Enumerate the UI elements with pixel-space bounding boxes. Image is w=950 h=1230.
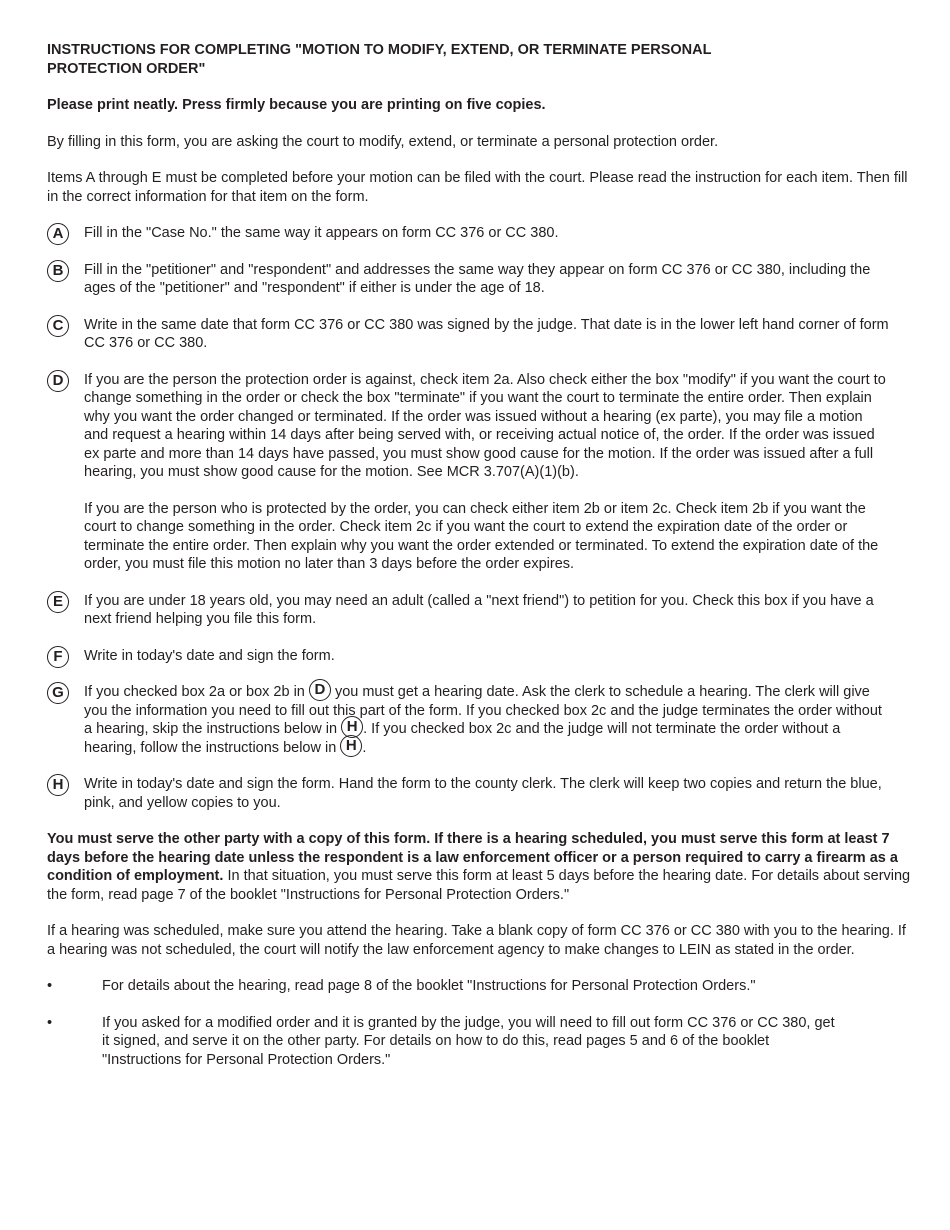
item-a xyxy=(47,224,913,243)
serve-paragraph xyxy=(47,830,913,904)
item-g-text-part-1: If you checked box 2a or box 2b in xyxy=(84,684,305,700)
serve-bold-text: You must serve the other party with a copy of this form. If there is a hearing scheduled, you must serve this form at least 7 days before the hearing date unless the respondent is a law enforcement officer or a person required to carry a firearm as a condition of employment. xyxy=(47,831,898,884)
item-f-badge: F xyxy=(47,646,69,668)
item-d-text-1: If you are the person the protection order is against, check item 2a. Also check either the box "modify" if you want the court to change something in the order or check the box "terminate" if you want the court to terminate the entire order. Then explain why you want the order changed or terminated. If the order was issued without a hearing (ex parte), you may file a motion and request a hearing within 14 days after being served with, or receiving actual notice of, the order. If the order was issued ex parte and more than 14 days have passed, you must show good cause for the motion. If the order was issued after a full hearing, you must show good cause for the motion. See MCR 3.707(A)(1)(b). xyxy=(84,371,886,480)
item-h-badge: H xyxy=(47,774,69,796)
item-b xyxy=(47,261,884,298)
bullet-item xyxy=(47,977,842,996)
item-h-text: Write in today's date and sign the form. Hand the form to the county clerk. The clerk will keep two copies and return the blue, pink, and yellow copies to you. xyxy=(84,776,882,811)
item-d-text-2: If you are the person who is protected by the order, you can check either item 2b or item 2c. Check item 2b if you want the court to change something in the order. Check item 2c if you want the court to extend the expiration date of the order or terminate the entire order. Then explain why you want the order extended or terminated. To extend the expiration date of the order, you must file this motion no later than 3 days before the order expires. xyxy=(84,500,879,572)
item-g-text xyxy=(84,683,884,757)
item-g-text-part-3: . If you checked box 2c and the judge will not terminate the order without a hearing, follow the instructions below in xyxy=(84,721,841,756)
item-c xyxy=(47,316,894,353)
item-g-badge: G xyxy=(47,682,69,704)
print-note: Please print neatly. Press firmly because you are printing on five copies. xyxy=(47,97,546,113)
bullet-text: If you asked for a modified order and it is granted by the judge, you will need to fill out form CC 376 or CC 380, get it signed, and serve it on the other party. For details on how to do this, read pages 5 and 6 of the booklet "Instructions for Personal Protection Orders." xyxy=(102,1014,835,1068)
item-f xyxy=(47,647,913,666)
item-g-ref-d: D xyxy=(309,679,331,701)
serve-normal-text: In that situation, you must serve this form at least 5 days before the hearing date. For details about serving the form, read page 7 of the booklet "Instructions for Personal Protection Orders." xyxy=(47,868,911,903)
item-d-badge: D xyxy=(47,370,69,392)
item-h xyxy=(47,775,884,812)
item-g-ref-h-2: H xyxy=(340,735,362,757)
hearing-note: If a hearing was scheduled, make sure you attend the hearing. Take a blank copy of form CC 376 or CC 380 with you to the hearing. If a hearing was not scheduled, the court will notify the law enforcement agency to make changes to LEIN as stated in the order. xyxy=(47,923,906,958)
item-g-text-part-4: . xyxy=(362,739,367,756)
item-e-badge: E xyxy=(47,591,69,613)
item-c-text: Write in the same date that form CC 376 or CC 380 was signed by the judge. That date is in the lower left hand corner of form CC 376 or CC 380. xyxy=(84,316,889,351)
items-note: Items A through E must be completed before your motion can be filed with the court. Please read the instruction for each item. Then fill in the correct information for that item on the form. xyxy=(47,170,908,205)
item-c-badge: C xyxy=(47,315,69,337)
bullet-icon: • xyxy=(47,1014,53,1031)
item-g xyxy=(47,683,884,757)
item-f-text: Write in today's date and sign the form. xyxy=(84,647,335,664)
item-e-text: If you are under 18 years old, you may need an adult (called a "next friend") to petition for you. Check this box if you have a next friend helping you file this form. xyxy=(84,592,874,627)
item-b-badge: B xyxy=(47,260,69,282)
page-title: INSTRUCTIONS FOR COMPLETING "MOTION TO MODIFY, EXTEND, OR TERMINATE PERSONAL PROTECTION ORDER" xyxy=(47,42,712,77)
item-g-text-part-2: you must get a hearing date. Ask the clerk to schedule a hearing. The clerk will give you the information you need to fill out this part of the form. If you checked box 2c and the judge terminates the order without a hearing, skip the instructions below in xyxy=(84,684,882,737)
item-a-text: Fill in the "Case No." the same way it appears on form CC 376 or CC 380. xyxy=(84,225,559,241)
bullet-item xyxy=(47,1014,842,1070)
bullet-icon: • xyxy=(47,978,53,994)
item-a-badge: A xyxy=(47,223,69,245)
item-d xyxy=(47,371,889,574)
item-e xyxy=(47,592,889,629)
instructions-page xyxy=(47,41,913,1087)
item-g-ref-h-1: H xyxy=(341,716,363,738)
bullet-text: For details about the hearing, read page 8 of the booklet "Instructions for Personal Protection Orders." xyxy=(102,978,756,994)
intro-paragraph: By filling in this form, you are asking the court to modify, extend, or terminate a personal protection order. xyxy=(47,133,719,150)
item-b-text: Fill in the "petitioner" and "respondent" and addresses the same way they appear on form CC 376 or CC 380, including the ages of the "petitioner" and "respondent" if either is under the age of 18. xyxy=(84,261,871,296)
